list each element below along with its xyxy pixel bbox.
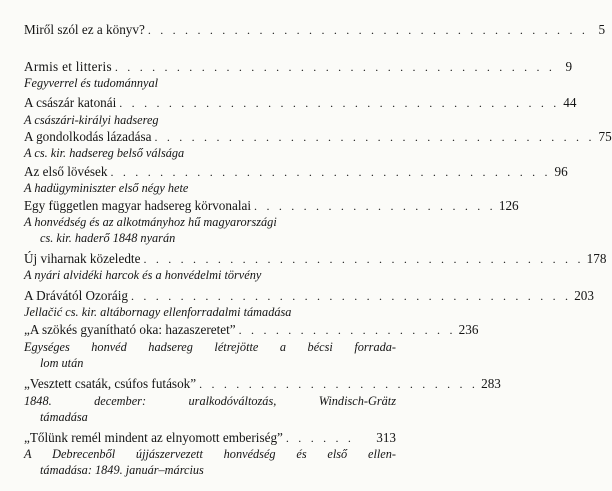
toc-entry-subtitle: Fegyverrel és tudománnyal (24, 76, 159, 90)
toc-entry-title: „A szökés gyanítható oka: hazaszeretet” (24, 322, 236, 337)
toc-entry-title: Az első lövések (24, 164, 108, 179)
dot-leader: . . . . . . . . . . . . . . . . . . (238, 323, 456, 337)
toc-entry-subtitle: Jellačić cs. kir. altábornagy ellenforradalmi támadása (24, 305, 292, 319)
toc-entry-title: Miről szól ez a könyv? (24, 22, 145, 37)
toc-entry (24, 22, 606, 38)
toc-entry-page: 126 (498, 198, 519, 213)
toc-entry (24, 95, 577, 111)
dot-leader: . . . . . . . . . . . . . . . . . . . . . . . . . . . . . . . . . . . . (147, 23, 589, 37)
toc-entry-subtitle: támadása (40, 410, 88, 424)
toc-entry-title: A gondolkodás lázadása (24, 129, 152, 144)
dot-leader: . . . . . . . . . . . . . . . . . . . . . . . . . . . . . . . . . . . . (114, 60, 556, 74)
toc-entry-page: 5 (598, 22, 606, 37)
toc-entry-title: Armis et litteris (24, 59, 112, 74)
toc-entry (24, 288, 594, 304)
dot-leader: . . . . . . . . . . . . . . . . . . . . . . . . . . . . . . . . . . . . (154, 130, 595, 144)
toc-entry-subtitle: A cs. kir. hadsereg belső válsága (24, 146, 185, 160)
toc-entry-title: „Vesztett csaták, csúfos futások” (24, 376, 197, 391)
toc-entry (24, 198, 519, 214)
toc-entry-title: A Drávától Ozoráig (24, 288, 128, 303)
toc-entry-subtitle: lom után (40, 356, 84, 370)
toc-entry-title: Egy független magyar hadsereg körvonalai (24, 198, 252, 213)
toc-entry-page: 313 (376, 430, 396, 445)
toc-entry-page: 203 (574, 288, 594, 303)
toc-entry-subtitle: A Debrecenből újjászervezett honvédség és első ellen- (24, 447, 396, 461)
toc-entry (24, 376, 501, 392)
toc-entry-page: 96 (554, 164, 568, 179)
toc-entry-subtitle: A hadügyminiszter első négy hete (24, 181, 189, 195)
dot-leader: . . . . . . . . . . . . . . . . . . . . . . . . . . . . . . . . . . . . (119, 96, 560, 110)
dot-leader: . . . . . . . . . . . . . . . . . . . . . . . (199, 377, 479, 391)
toc-entry-page: 283 (481, 376, 501, 391)
toc-entry-title: „Tőlünk remél mindent az elnyomott emberiség” (24, 430, 283, 445)
toc-entry-subtitle: Egységes honvéd hadsereg létrejötte a bécsi forrada- (24, 340, 396, 354)
dot-leader: . . . . . . . . . . . . . . . . . . . . . . . . . . . . . . . . . . . . (143, 252, 584, 266)
dot-leader: . . . . . . . . . . . . . . . . . . . . . . . . . . . . . . . . . . . . (131, 289, 572, 303)
toc-entry-subtitle: A honvédség és az alkotmányhoz hű magyarországi (24, 215, 277, 229)
toc-entry-title: Új viharnak közeledte (24, 251, 141, 266)
dot-leader: . . . . . . (285, 431, 355, 445)
toc-entry (24, 251, 607, 267)
toc-entry-page: 75 (598, 129, 612, 144)
toc-entry-page: 44 (563, 95, 577, 110)
toc-entry (24, 59, 573, 75)
toc-entry (24, 164, 568, 180)
dot-leader: . . . . . . . . . . . . . . . . . . . . (254, 199, 496, 213)
toc-entry-subtitle: támadása: 1849. január–március (40, 463, 204, 477)
toc-entry-page: 9 (565, 59, 573, 74)
toc-entry (24, 430, 396, 446)
toc-entry-page: 178 (586, 251, 607, 266)
toc-entry-page: 236 (458, 322, 479, 337)
dot-leader: . . . . . . . . . . . . . . . . . . . . . . . . . . . . . . . . . . . . (110, 165, 551, 179)
toc-entry (24, 322, 479, 338)
toc-entry-subtitle: 1848. december: uralkodóváltozás, Windisch-Grätz (24, 394, 396, 408)
toc-entry (24, 129, 612, 145)
toc-entry-subtitle: cs. kir. haderő 1848 nyarán (40, 231, 176, 245)
toc-entry-subtitle: A császári-királyi hadsereg (24, 113, 159, 127)
toc-entry-subtitle: A nyári alvidéki harcok és a honvédelmi törvény (24, 268, 262, 282)
toc-entry-title: A császár katonái (24, 95, 117, 110)
